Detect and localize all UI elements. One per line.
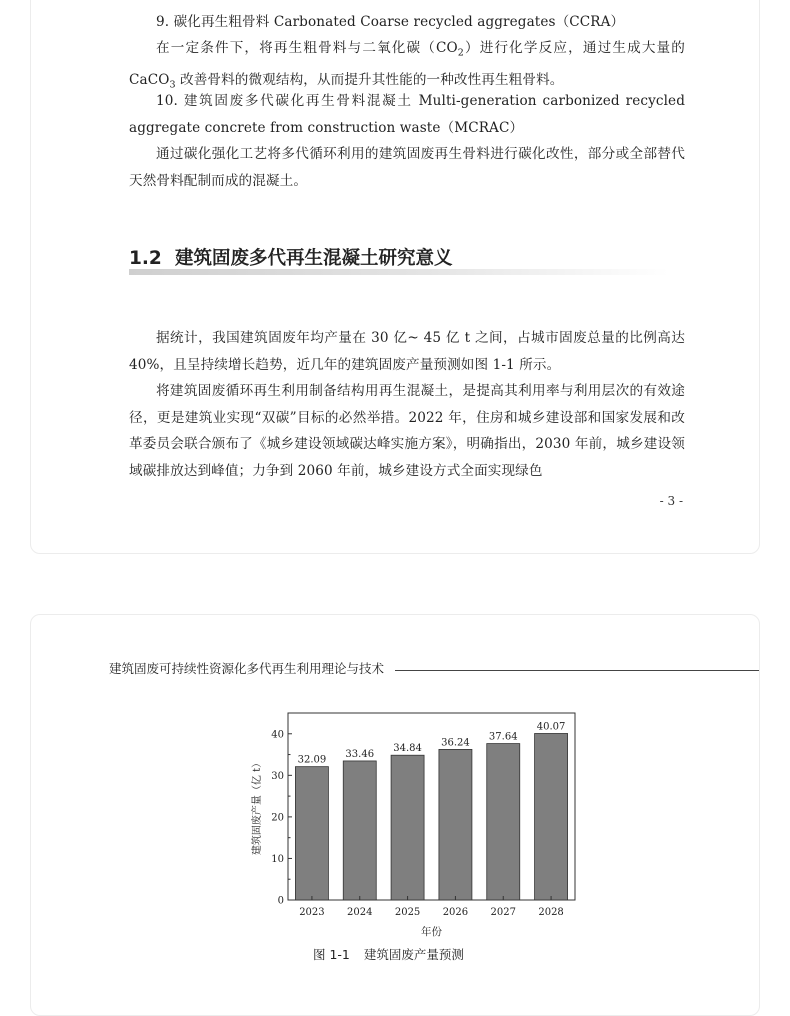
bar-2026	[439, 749, 472, 900]
item10-title: 10. 建筑固废多代碳化再生骨料混凝土 Multi-generation carbonized recycled aggregate concrete from construction waste（MCRAC）	[129, 93, 685, 136]
item9-body: 在一定条件下，将再生粗骨料与二氧化碳$(CO_2)$进行化学反应，通过生成大量的 CaCO$_3$ 改善骨料的微观结构，从而提升其性能的一种改性再生粗骨料。	[129, 40, 685, 91]
figure-caption	[313, 945, 613, 963]
bar-2027	[487, 744, 520, 900]
figure-label: 图 1-1	[313, 947, 350, 962]
page-lower	[30, 614, 760, 1016]
y-tick-label: 10	[271, 853, 284, 865]
bar-value-label: 33.46	[345, 748, 375, 760]
x-tick-label: 2028	[538, 907, 564, 918]
x-tick-label: 2024	[347, 907, 373, 918]
bar-value-label: 34.84	[393, 743, 422, 755]
y-tick-label: 40	[271, 729, 284, 741]
running-head-rule	[395, 670, 759, 671]
page-upper	[30, 0, 760, 554]
paragraph-2: 将建筑固废循环再生利用制备结构用再生混凝土，是提高其利用率与利用层次的有效途径，更是建筑业实现“双碳”目标的必然举措。2022 年，住房和城乡建设部和国家发展和改革委员会联合颁布了《城乡建设领域碳达峰实施方案》，明确指出，2030 年前，城乡建设领域碳排放达到峰值；力争到 2060 年前，城乡建设方式全面实现绿色	[129, 383, 685, 479]
section-heading-bar	[129, 269, 669, 275]
section-number: 1.2	[129, 248, 162, 269]
bar-2025	[391, 755, 424, 900]
running-head: 建筑固废可持续性资源化多代再生利用理论与技术	[109, 661, 385, 676]
bar-value-label: 37.64	[488, 731, 518, 743]
x-axis-label: 年份	[421, 926, 442, 938]
x-tick-label: 2026	[442, 907, 469, 918]
section-title: 建筑固废多代再生混凝土研究意义	[175, 248, 453, 269]
bar-2023	[295, 767, 328, 900]
plot-frame	[288, 713, 575, 900]
bar-chart	[221, 707, 566, 947]
item10-body: 通过碳化强化工艺将多代循环利用的建筑固废再生骨料进行碳化改性，部分或全部替代天然骨料配制而成的混凝土。	[129, 146, 685, 189]
page-number: - 3 -	[659, 494, 683, 508]
bar-2028	[535, 733, 568, 900]
figure-caption-text: 建筑固废产量预测	[363, 947, 464, 962]
y-axis-label: 建筑固废产量（亿 t）	[252, 757, 263, 856]
bar-2024	[343, 761, 376, 900]
x-tick-label: 2025	[394, 907, 421, 918]
paragraph-1: 据统计，我国建筑固废年均产量在 30 亿~ 45 亿 t 之间，占城市固废总量的比例高达 40%，且呈持续增长趋势，近几年的建筑固废产量预测如图 1-1 所示。	[129, 330, 685, 373]
y-tick-label: 0	[277, 895, 284, 907]
item9-title: 9. 碳化再生粗骨料 Carbonated Coarse recycled aggregates（CCRA）	[156, 14, 625, 30]
x-tick-label: 2027	[490, 907, 516, 918]
x-tick-label: 2023	[299, 907, 325, 918]
y-tick-label: 20	[271, 812, 284, 824]
bar-value-label: 36.24	[441, 737, 470, 749]
y-tick-label: 30	[271, 770, 284, 782]
bar-value-label: 40.07	[536, 721, 566, 733]
bar-value-label: 32.09	[297, 754, 327, 766]
